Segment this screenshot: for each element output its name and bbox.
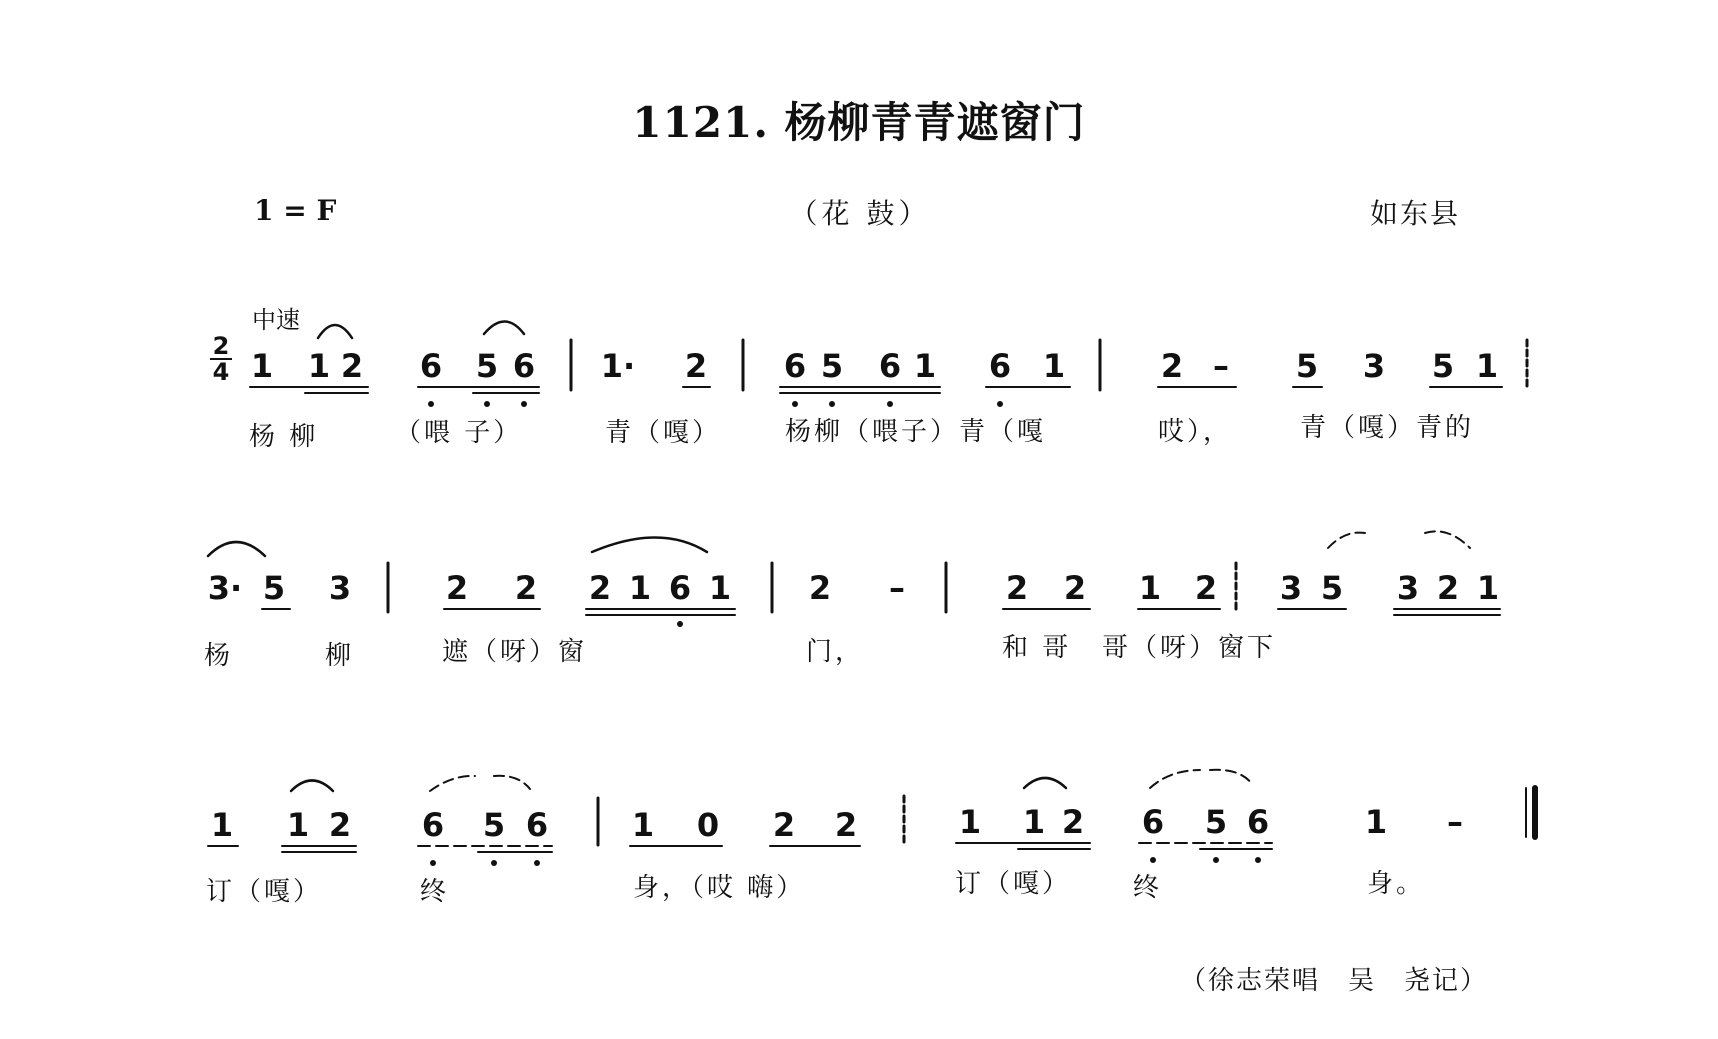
note: 5 xyxy=(1320,569,1344,607)
note: 6 xyxy=(878,347,902,385)
note: 6 xyxy=(1141,803,1165,841)
note: 1 xyxy=(210,806,234,844)
note: – xyxy=(1447,803,1463,841)
note: 1 xyxy=(250,347,274,385)
note: 1 xyxy=(1138,569,1162,607)
lyric: 和 哥 xyxy=(1002,633,1072,663)
note: 3 xyxy=(1396,569,1420,607)
octave-dot-low xyxy=(1150,857,1156,863)
lyric: 身，（哎 嗨） xyxy=(633,873,806,903)
note: 6 xyxy=(421,806,445,844)
note: 5 xyxy=(1431,347,1455,385)
note: 3· xyxy=(207,569,243,607)
note: 5 xyxy=(1204,803,1228,841)
lyric: 哥（呀）窗下 xyxy=(1102,633,1277,663)
octave-dot-low xyxy=(521,401,527,407)
note: 3 xyxy=(1279,569,1303,607)
note: 1· xyxy=(600,347,636,385)
note: 3 xyxy=(328,569,352,607)
note: 3 xyxy=(1362,347,1386,385)
slur xyxy=(1024,778,1066,788)
note: 2 xyxy=(328,806,352,844)
note: 2 xyxy=(1005,569,1029,607)
octave-dot-low xyxy=(887,401,893,407)
note: 1 xyxy=(307,347,331,385)
note: – xyxy=(1213,347,1229,385)
lyric: 哎）， xyxy=(1158,417,1233,447)
lyric: 青（嘎）青的 xyxy=(1300,413,1475,443)
slur xyxy=(430,776,475,791)
key-signature: 1 = F xyxy=(254,194,337,227)
lyric: 终 xyxy=(420,877,450,907)
slur xyxy=(1425,531,1470,548)
lyric: （喂 子） xyxy=(395,418,523,448)
octave-dot-low xyxy=(829,401,835,407)
note: 2 xyxy=(514,569,538,607)
song-title: 1121. 杨柳青青遮窗门 xyxy=(632,98,1086,147)
lyric: 身。 xyxy=(1367,869,1426,899)
note: 2 xyxy=(1436,569,1460,607)
slur xyxy=(484,322,524,335)
note: 0 xyxy=(696,806,720,844)
credit-line: （徐志荣唱 吴 尧记） xyxy=(1180,966,1489,996)
octave-dot-low xyxy=(1255,857,1261,863)
lyric: 门， xyxy=(806,637,865,667)
slur xyxy=(208,542,265,556)
lyric: 杨柳（喂子）青（嘎 xyxy=(785,417,1047,447)
note: 2 xyxy=(1061,803,1085,841)
lyric: 订（嘎） xyxy=(206,877,323,907)
time-signature-top: 2 xyxy=(212,332,230,360)
note: 1 xyxy=(1022,803,1046,841)
lyric: 杨 柳 xyxy=(249,422,319,452)
note: 1 xyxy=(631,806,655,844)
lyric: 终 xyxy=(1133,873,1163,903)
note: 2 xyxy=(445,569,469,607)
note: 5 xyxy=(820,347,844,385)
note: 5 xyxy=(482,806,506,844)
octave-dot-low xyxy=(534,860,540,866)
octave-dot-low xyxy=(792,401,798,407)
note: 2 xyxy=(834,806,858,844)
note: 2 xyxy=(1063,569,1087,607)
genre-label: （花 鼓） xyxy=(789,197,931,230)
time-signature-bottom: 4 xyxy=(212,358,230,386)
note: 6 xyxy=(512,347,536,385)
lyric: 杨 xyxy=(204,641,234,671)
note: 6 xyxy=(988,347,1012,385)
note: 1 xyxy=(286,806,310,844)
note: 5 xyxy=(262,569,286,607)
slur xyxy=(291,781,333,792)
note: 6 xyxy=(668,569,692,607)
note: 2 xyxy=(1160,347,1184,385)
lyric: 订（嘎） xyxy=(955,869,1072,899)
note: 1 xyxy=(1475,347,1499,385)
octave-dot-low xyxy=(677,621,683,627)
note: 6 xyxy=(525,806,549,844)
octave-dot-low xyxy=(428,401,434,407)
lyric: 柳 xyxy=(325,641,355,671)
note: 1 xyxy=(1364,803,1388,841)
octave-dot-low xyxy=(1213,857,1219,863)
note: 5 xyxy=(475,347,499,385)
slur xyxy=(1328,533,1365,548)
note: 1 xyxy=(1042,347,1066,385)
note: 2 xyxy=(588,569,612,607)
note: 1 xyxy=(628,569,652,607)
octave-dot-low xyxy=(430,860,436,866)
note: 6 xyxy=(419,347,443,385)
octave-dot-low xyxy=(484,401,490,407)
note: 2 xyxy=(1194,569,1218,607)
note: 5 xyxy=(1295,347,1319,385)
note: 1 xyxy=(913,347,937,385)
note: 6 xyxy=(1246,803,1270,841)
note: 2 xyxy=(772,806,796,844)
note: 2 xyxy=(808,569,832,607)
note: 2 xyxy=(684,347,708,385)
note: – xyxy=(889,569,905,607)
note: 1 xyxy=(958,803,982,841)
slur xyxy=(494,776,530,789)
slur xyxy=(1210,770,1252,784)
note: 1 xyxy=(1476,569,1500,607)
slur xyxy=(592,538,707,553)
slur xyxy=(1150,770,1200,788)
octave-dot-low xyxy=(491,860,497,866)
slur xyxy=(318,325,352,338)
region-label: 如东县 xyxy=(1370,197,1461,230)
octave-dot-low xyxy=(997,401,1003,407)
lyric: 遮（呀）窗 xyxy=(442,637,588,667)
note: 1 xyxy=(708,569,732,607)
tempo-marking: 中速 xyxy=(252,306,300,334)
lyric: 青（嘎） xyxy=(605,418,722,448)
note: 2 xyxy=(340,347,364,385)
note: 6 xyxy=(783,347,807,385)
